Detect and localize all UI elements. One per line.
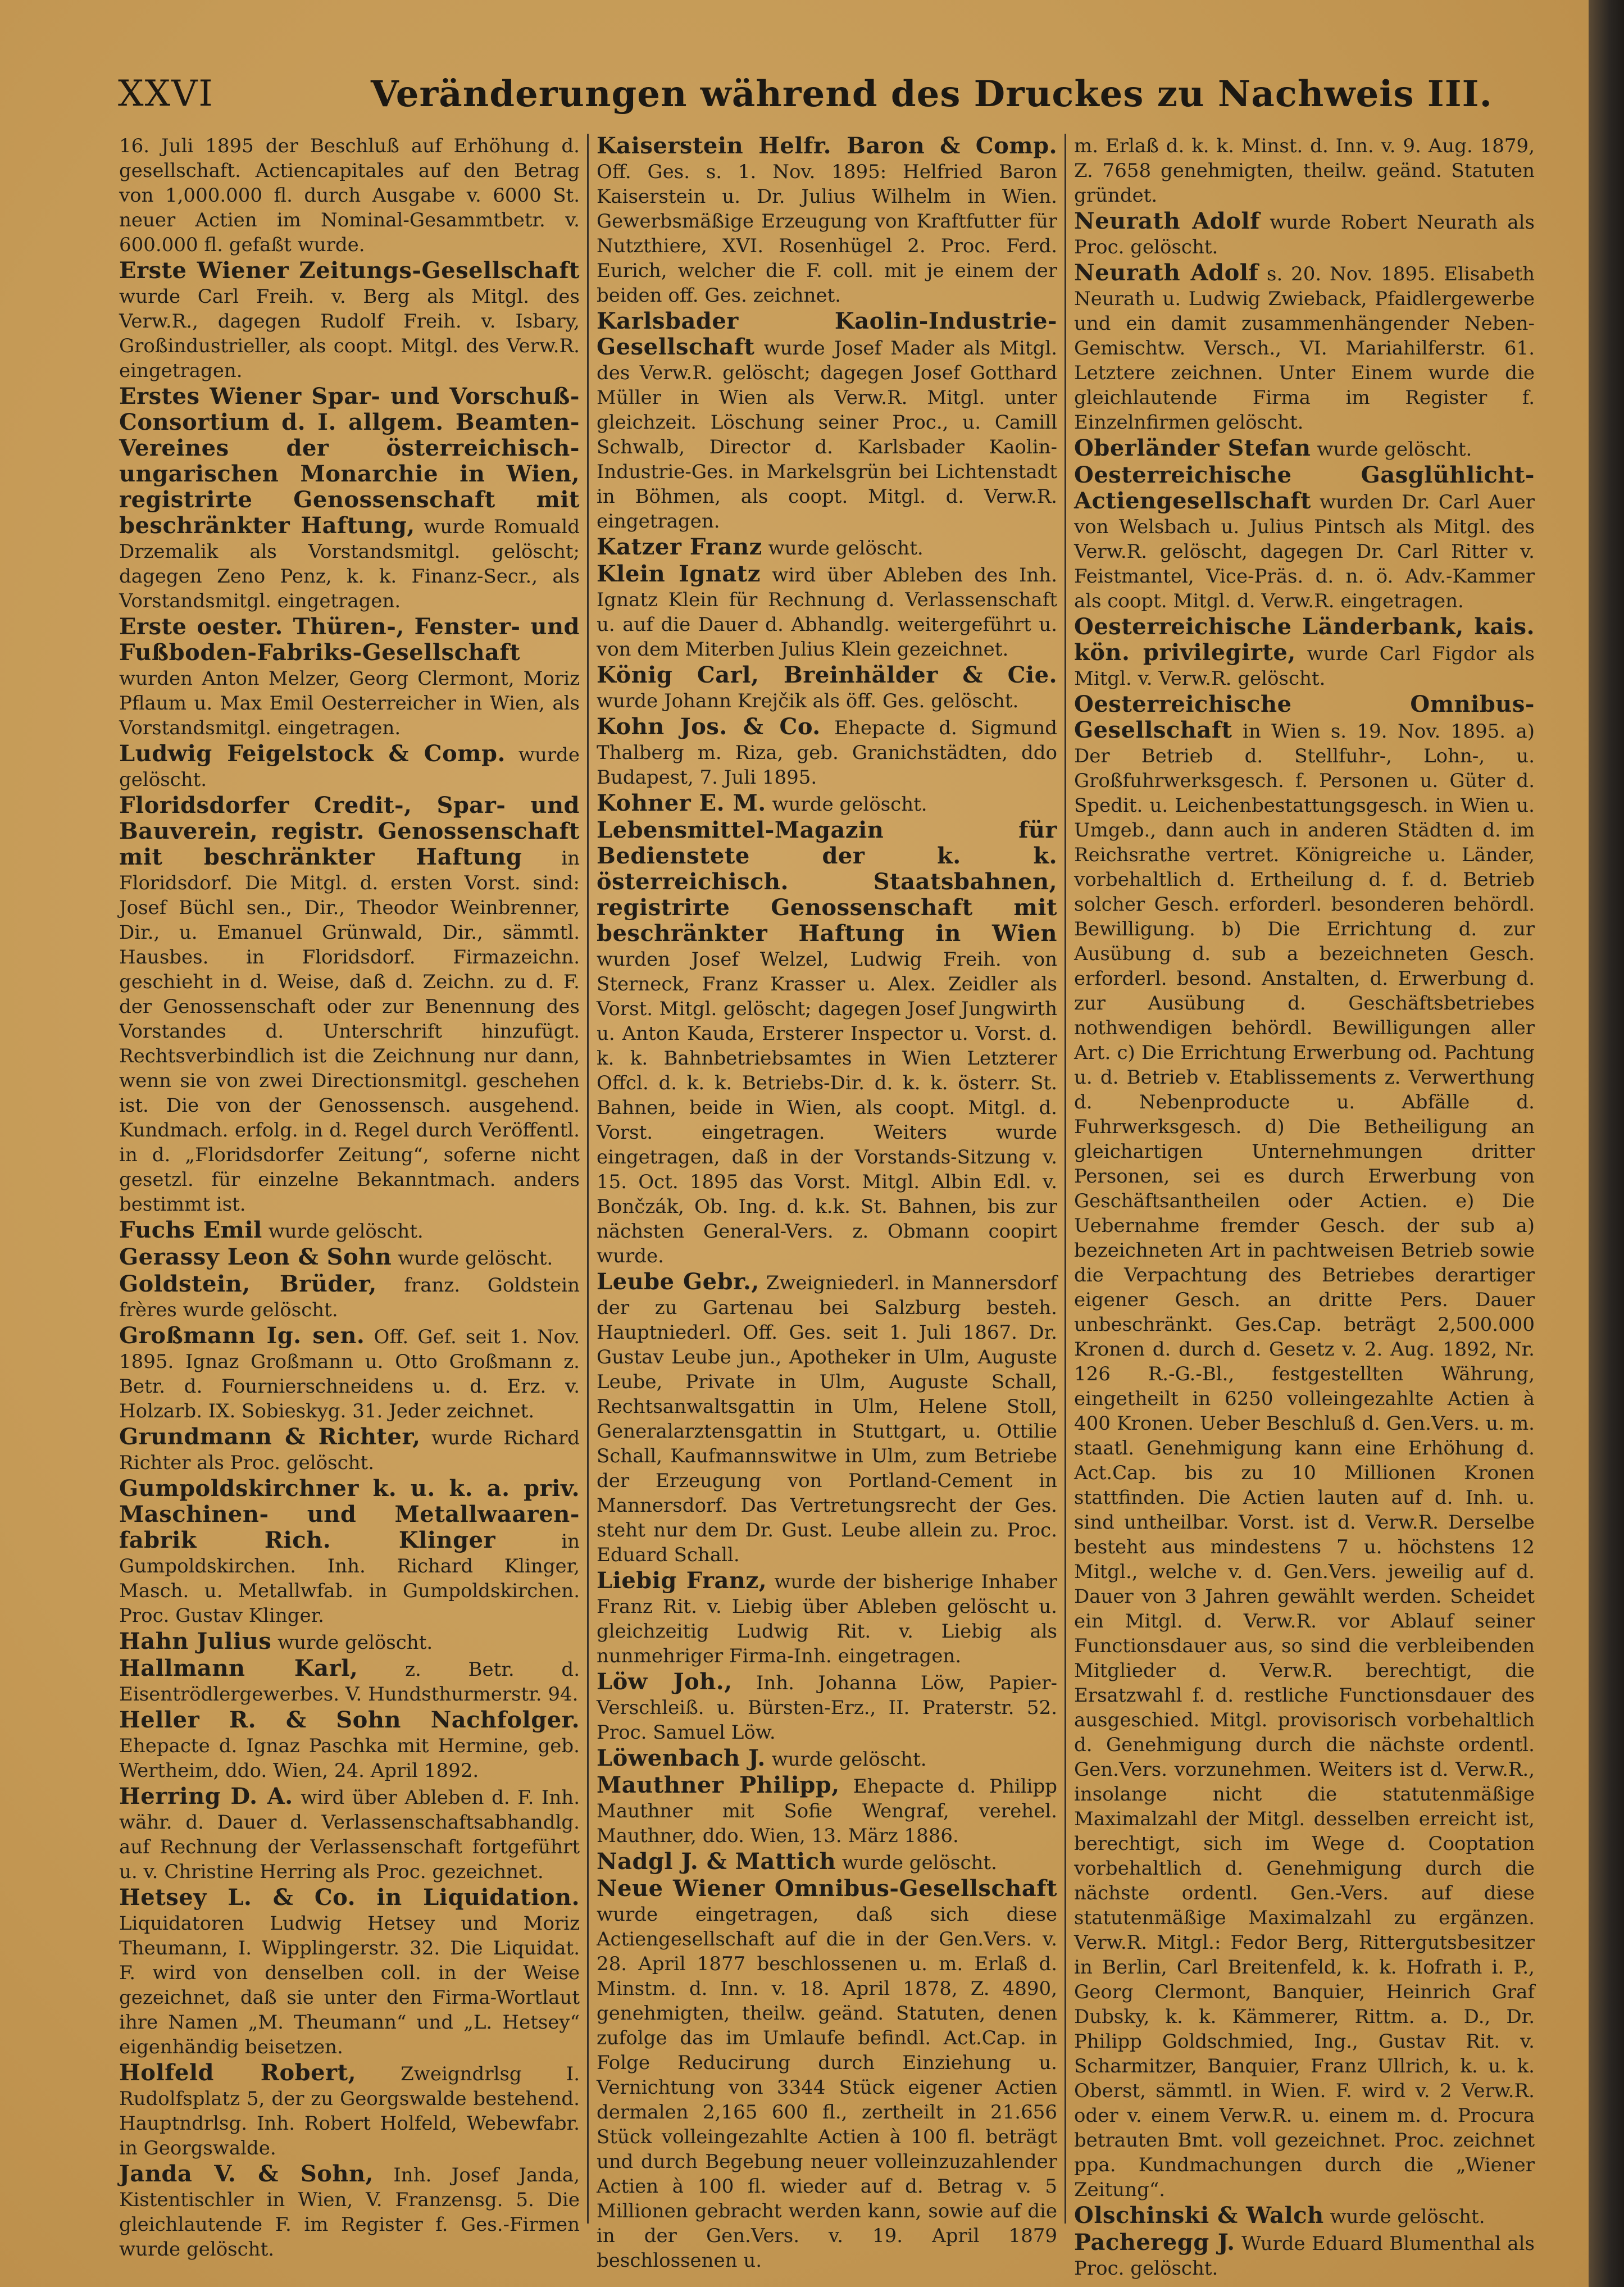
column-divider [587, 134, 589, 2224]
entry-firm-name: Löw Joh., [597, 1668, 733, 1695]
entry-firm-name: Oesterreichische Länderbank, kais. kön. privilegirte, [1074, 613, 1535, 666]
entry-text: wurde Carl Freih. v. Berg als Mitgl. des Verw.R., dagegen Rudolf Freih. v. Isbary, Großindustrieller, als coopt. Mitgl. des Verw.R. eingetragen. [119, 285, 580, 382]
entry-firm-name: Löwenbach J. [597, 1745, 766, 1771]
entry-text: wurde gelöscht. [771, 1748, 927, 1771]
register-entry [597, 663, 1057, 713]
entry-text: wurde gelöscht. [268, 1220, 424, 1243]
register-entry [119, 258, 580, 383]
register-entry [1074, 692, 1535, 2202]
entry-text: wurde gelöscht. [119, 744, 580, 791]
entry-text: wurde gelöscht. [398, 1247, 553, 1270]
register-entry [119, 384, 580, 613]
entry-text: Inh. Johanna Löw, Papier-Verschleiß. u. Bürsten-Erz., II. Praterstr. 52. Proc. Samuel Löw. [597, 1672, 1058, 1744]
entry-text: wird über Ableben des Inh. Ignatz Klein für Rechnung d. Verlassenschaft u. auf die Dauer d. Abhandlg. weitergeführt u. von dem Miterben Julius Klein gezeichnet. [597, 564, 1058, 661]
entry-firm-name: Hahn Julius [119, 1628, 272, 1654]
entry-text: wurde eingetragen, daß sich diese Actiengesellschaft auf die in der Gen.Vers. v. 28. April 1877 beschlossenen u. m. Erlaß d. Minstm. d. Inn. v. 18. April 1878, Z. 4890, genehmigten, theilw. geänd. Statuten, denen zufolge das im Umlaufe befindl. Act.Cap. in Folge Reducirung durch Einziehung u. Vernichtung von 3344 Stück eigener Actien dermalen 2,165 600 fl., zertheilt in 21.656 Stück volleingezahlte Actien à 100 fl. beträgt und durch Begebung neuer volleinzuzahlender Actien à 100 fl. wieder auf d. Betrag v. 5 Millionen gebracht werden kann, sowie auf die in der Gen.Vers. v. 19. April 1879 beschlossenen u. [597, 1903, 1057, 2272]
register-entry [1074, 134, 1535, 208]
entry-text: wurde Josef Mader als Mitgl. des Verw.R. gelöscht; dagegen Josef Gotthard Müller in Wien als Verw.R. Mitgl. unter gleichzeit. Löschung seiner Proc., u. Camill Schwalb, Director d. Karlsbader Kaolin-Industrie-Ges. in Markelsgrün bei Lichtenstadt in Böhmen, als coopt. Mitgl. d. Verw.R. eingetragen. [597, 337, 1057, 533]
entry-firm-name: Erstes Wiener Spar- und Vorschuß-Consortium d. I. allgem. Beamten-Vereines der österreichisch-ungarischen Monarchie in Wien, registrirte Genossenschaft mit beschränkter Haftung, [119, 383, 580, 539]
entry-firm-name: Hetsey L. & Co. in Liquidation. [119, 1884, 580, 1911]
entry-text: Zweigniederl. in Mannersdorf der zu Gartenau bei Salzburg besteh. Hauptniederl. Off. Ges. seit 1. Juli 1867. Dr. Gustav Leube jun., Apotheker in Ulm, Auguste Leube, Private in Ulm, Auguste Schall, Rechtsanwaltsgattin in Ulm, Helene Stoll, Generalarztensgattin in Stuttgart, u. Ottilie Schall, Kaufmannswitwe in Ulm, zum Betriebe der Erzeugung von Portland-Cement in Mannersdorf. Das Vertretungsrecht der Ges. steht nur dem Dr. Gust. Leube allein zu. Proc. Eduard Schall. [597, 1272, 1057, 1566]
entry-text: wurde gelöscht. [1330, 2206, 1485, 2228]
register-entry [1074, 261, 1535, 435]
entry-firm-name: Floridsdorfer Credit-, Spar- und Bauverein, registr. Genossenschaft mit beschränkter Haftung [119, 792, 580, 870]
entry-text: wurde gelöscht. [772, 793, 927, 816]
entry-firm-name: Kohner E. M. [597, 790, 766, 816]
entry-text: Inh. Josef Janda, Kistentischler in Wien, V. Franzensg. 5. Die gleichlautende F. im Register f. Ges.-Firmen wurde gelöscht. [119, 2164, 580, 2261]
entry-firm-name: Neurath Adolf [1074, 260, 1259, 286]
entry-text: wurden Dr. Carl Auer von Welsbach u. Julius Pintsch als Mitgl. des Verw.R. gelöscht, dagegen Dr. Carl Ritter v. Feistmantel, Vice-Präs. d. n. ö. Adv.-Kammer als coopt. Mitgl. d. Verw.R. eingetragen. [1074, 491, 1535, 612]
register-entry [119, 134, 580, 257]
register-entry [119, 1476, 580, 1628]
page-title: Veränderungen während des Druckes zu Nachweis III. [371, 73, 1493, 115]
entry-text: in Gumpoldskirchen. Inh. Richard Klinger, Masch. u. Metallwfab. in Gumpoldskirchen. Proc. Gustav Klinger. [119, 1530, 580, 1627]
register-entry [1074, 2230, 1535, 2281]
register-entry [1074, 615, 1535, 691]
entry-text: in Floridsdorf. Die Mitgl. d. ersten Vorst. sind: Josef Büchl sen., Dir., Theodor Weinbrenner, Dir., u. Emanuel Grünwald, Dir., sämmtl. Hausbes. in Floridsdorf. Firmazeichn. geschieht in d. Weise, daß d. Zeichn. zu d. F. der Genossenschaft oder zur Benennung des Vorstandes d. Unterschrift hinzufügt. Rechtsverbindlich ist die Zeichnung nur dann, wenn sie von zwei Directionsmitgl. geschehen ist. Die von der Genossensch. ausgehend. Kundmach. erfolg. in d. Regel durch Veröffentl. in d. „Floridsdorfer Zeitung“, soferne nicht gesetzl. für einzelne Bekanntmach. anders bestimmt ist. [119, 847, 580, 1216]
entry-text: s. 20. Nov. 1895. Elisabeth Neurath u. Ludwig Zwieback, Pfaidlergewerbe und ein damit zusammenhängender Neben-Gemischtw. Versch., VI. Mariahilferstr. 61. Letztere zeichnen. Unter Einem wurde die gleichlautende Firma im Register f. Einzelnfirmen gelöscht. [1074, 263, 1535, 434]
entry-text: m. Erlaß d. k. k. Minst. d. Inn. v. 9. Aug. 1879, Z. 7658 genehmigten, theilw. geänd. Statuten gründet. [1074, 135, 1535, 207]
entry-firm-name: Katzer Franz [597, 534, 762, 560]
register-entry [597, 1773, 1057, 1848]
register-entry [1074, 436, 1535, 462]
column-1 [119, 134, 580, 2261]
entry-text: wurde gelöscht. [1317, 438, 1472, 461]
register-entry [597, 535, 1057, 561]
entry-firm-name: Liebig Franz, [597, 1567, 767, 1594]
register-entry [597, 791, 1057, 817]
entry-text: wurde gelöscht. [841, 1852, 997, 1874]
register-entry [597, 309, 1057, 534]
column-2 [597, 133, 1058, 2272]
entry-firm-name: Kohn Jos. & Co. [597, 713, 821, 740]
entry-text: Ehepacte d. Ignaz Paschka mit Hermine, geb. Wertheim, ddo. Wien, 24. April 1892. [119, 1735, 580, 1782]
register-entry [1074, 463, 1535, 613]
entry-firm-name: Erste Wiener Zeitungs-Gesellschaft [119, 257, 580, 284]
entry-firm-name: Grundmann & Richter, [119, 1424, 421, 1450]
entry-firm-name: Oesterreichische Gasglühlicht-Actiengesellschaft [1074, 462, 1535, 514]
entry-text: wurde gelöscht. [278, 1631, 433, 1654]
register-entry [119, 742, 580, 792]
page-header [118, 73, 1556, 124]
register-entry [119, 2061, 580, 2161]
entry-text: wurde Romuald Drzemalik als Vorstandsmitgl. gelöscht; dagegen Zeno Penz, k. k. Finanz-Secr., als Vorstandsmitgl. eingetragen. [119, 516, 580, 612]
entry-firm-name: Heller R. & Sohn Nachfolger. [119, 1707, 580, 1733]
entry-firm-name: Lebensmittel-Magazin für Bedienstete der k. k. österreichisch. Staatsbahnen, registrirte Genossenschaft mit beschränkter Haftung in Wien [597, 817, 1057, 947]
entry-firm-name: Oesterreichische Omnibus-Gesellschaft [1074, 691, 1535, 743]
entry-text: wurden Josef Welzel, Ludwig Freih. von Sterneck, Franz Krasser u. Alex. Zeidler als Vorst. Mitgl. gelöscht; dagegen Josef Jungwirth u. Anton Kauda, Ersterer Inspector u. Vorst. d. k. k. Bahnbetriebsamtes in Wien Letzterer Offcl. d. k. k. Betriebs-Dir. d. k. k. österr. St. Bahnen, beide in Wien, als coopt. Mitgl. d. Vorst. eingetragen. Weiters wurde eingetragen, daß in der Vorstands-Sitzung v. 15. Oct. 1895 das Vorst. Mitgl. Albin Edl. v. Bončzák, Ob. Ing. d. k.k. St. Bahnen, bis zur nächsten General-Vers. z. Obmann coopirt wurde. [597, 948, 1057, 1267]
page-number: XXVI [118, 73, 214, 115]
entry-firm-name: Herring D. A. [119, 1783, 293, 1809]
entry-firm-name: Karlsbader Kaolin-Industrie-Gesellschaft [597, 308, 1057, 360]
entry-text: in Wien s. 19. Nov. 1895. a) Der Betrieb d. Stellfuhr-, Lohn-, u. Großfuhrwerksgesch. f. Personen u. Güter d. Spedit. u. Leichenbestattungsgesch. in Wien u. Umgeb., dann auch in anderen Städten d. im Reichsrathe vertret. Königreiche u. Länder, vorbehaltlich d. Ertheilung d. f. d. Betrieb solcher Gesch. erforderl. besonderen behördl. Bewilligung. b) Die Errichtung d. zur Ausübung d. sub a bezeichneten Gesch. erforderl. besond. Anstalten, d. Erwerbung d. zur Ausübung d. Geschäftsbetriebes nothwendigen behördl. Bewilligungen aller Art. c) Die Errichtung Erwerbung od. Pachtung u. d. Betrieb v. Etablissements z. Verwerthung d. Nebenproducte u. Abfälle d. Fuhrwerksgesch. d) Die Betheiligung an gleichartigen Unternehmungen dritter Personen, sei es durch Erwerbung von Geschäftsantheilen oder Actien. e) Die Uebernahme fremder Gesch. der sub a) bezeichneten Art in pachtweisen Betrieb sowie die Verpachtung des Betriebes derartiger eigener Gesch. an dritte Pers. Dauer unbeschränkt. Ges.Cap. beträgt 2,500.000 Kronen d. durch d. Gesetz v. 2. Aug. 1892, Nr. 126 R.-G.-Bl., festgestellten Währung, eingetheilt in 6250 volleingezahlte Actien à 400 Kronen. Ueber Beschluß d. Gen.Vers. u. m. staatl. Genehmigung kann eine Erhöhung d. Act.Cap. bis zu 10 Millionen Kronen stattfinden. Die Actien lauten auf d. Inh. u. sind untheilbar. Vorst. ist d. Verw.R. Derselbe besteht aus mindestens 7 u. höchstens 12 Mitgl., welche v. d. Gen.Vers. jeweilig auf d. Dauer von 3 Jahren gewählt werden. Scheidet ein Mitgl. d. Verw.R. vor Ablauf seiner Functionsdauer aus, so sind die verbleibenden Mitglieder d. Verw.R. berechtigt, die Ersatzwahl f. d. restliche Functionsdauer des ausgeschied. Mitgl. provisorisch vorbehaltlich d. Genehmigung durch die nächste ordentl. Gen.Vers. vorzunehmen. Weiters ist d. Verw.R., insolange nicht die statutenmäßige Maximalzahl der Mitgl. desselben erreicht ist, berechtigt, sich im Wege d. Cooptation vorbehaltlich d. Genehmigung durch die nächste ordentl. Gen.-Vers. auf diese statutenmäßige Maximalzahl zu ergänzen. Verw.R. Mitgl.: Fedor Berg, Rittergutsbesitzer in Berlin, Carl Breitenfeld, k. k. Hofrath i. P., Georg Clermont, Banquier, Heinrich Graf Dubsky, k. k. Kämmerer, Rittm. a. D., Dr. Philipp Goldschmied, Ing., Gustav Rit. v. Scharmitzer, Banquier, Franz Ullrich, k. u. k. Oberst, sämmtl. in Wien. F. wird v. 2 Verw.R. oder v. einem Verw.R. u. einem m. d. Procura betrauten Bmt. voll gezeichnet. Proc. zeichnet ppa. Kundmachungen durch die „Wiener Zeitung“. [1074, 720, 1535, 2201]
register-entry [119, 793, 580, 1217]
entry-text: 16. Juli 1895 der Beschluß auf Erhöhung d. gesellschaft. Actiencapitales auf den Betrag von 1,000.000 fl. durch Ausgabe v. 6000 St. neuer Actien im Nominal-Gesammtbetr. v. 600.000 fl. gefaßt wurde. [119, 135, 580, 256]
entry-firm-name: Kaiserstein Helfr. Baron & Comp. [597, 133, 1057, 159]
entry-firm-name: Mauthner Philipp, [597, 1772, 840, 1798]
entry-firm-name: Janda V. & Sohn, [119, 2161, 374, 2187]
entry-firm-name: Großmann Ig. sen. [119, 1322, 365, 1349]
entry-firm-name: Olschinski & Walch [1074, 2202, 1324, 2229]
entry-firm-name: König Carl, Breinhälder & Cie. [597, 662, 1057, 688]
entry-text: Zweigndrlsg I. Rudolfsplatz 5, der zu Georgswalde bestehend. Hauptndrlsg. Inh. Robert Holfeld, Webewfabr. in Georgswalde. [119, 2063, 580, 2159]
entry-text: wurde Carl Figdor als Mitgl. v. Verw.R. gelöscht. [1074, 643, 1535, 690]
register-entry [597, 1849, 1057, 1875]
register-entry [119, 1629, 580, 1655]
binding-edge [1589, 0, 1624, 2287]
entry-text: Off. Ges. s. 1. Nov. 1895: Helfried Baron Kaiserstein u. Dr. Julius Wilhelm in Wien. Gewerbsmäßige Erzeugung von Kraftfutter für Nutzthiere, XVI. Rosenhügel 2. Proc. Ferd. Eurich, welcher die F. coll. mit je einem der beiden off. Ges. zeichnet. [597, 161, 1057, 307]
entry-firm-name: Nadgl J. & Mattich [597, 1848, 836, 1875]
register-entry [119, 1218, 580, 1244]
register-entry [597, 818, 1057, 1268]
register-entry [119, 615, 580, 740]
entry-text: Liquidatoren Ludwig Hetsey und Moriz Theumann, I. Wipplingerstr. 32. Die Liquidat. F. wird von denselben coll. in der Weise gezeichnet, daß sie unter den Firma-Wortlaut ihre Namen „M. Theumann“ und „L. Hetsey“ eigenhändig beisetzen. [119, 1912, 580, 2058]
entry-text: wurde gelöscht. [768, 537, 924, 560]
entry-firm-name: Pacheregg J. [1074, 2229, 1235, 2256]
register-entry [119, 1708, 580, 1783]
entry-firm-name: Leube Gebr., [597, 1268, 759, 1295]
register-entry [119, 1425, 580, 1475]
entry-firm-name: Goldstein, Brüder, [119, 1271, 377, 1297]
entry-text: wurde Johann Krejčik als öff. Ges. gelöscht. [597, 690, 1019, 712]
entry-firm-name: Gerassy Leon & Sohn [119, 1244, 392, 1270]
entry-text: Ehepacte d. Philipp Mauthner mit Sofie Wengraf, verehel. Mauthner, ddo. Wien, 13. März 1886. [597, 1775, 1057, 1847]
register-entry [597, 715, 1057, 790]
entry-firm-name: Holfeld Robert, [119, 2059, 357, 2086]
entry-firm-name: Neurath Adolf [1074, 208, 1260, 234]
register-entry [119, 1324, 580, 1424]
register-entry [597, 562, 1057, 662]
entry-firm-name: Gumpoldskirchner k. u. k. a. priv. Maschinen- und Metallwaaren-fabrik Rich. Klinger [119, 1475, 580, 1553]
entry-firm-name: Klein Ignatz [597, 561, 761, 587]
register-entry [119, 1784, 580, 1884]
entry-text: wurden Anton Melzer, Georg Clermont, Moriz Pflaum u. Max Emil Oesterreicher in Wien, als Vorstandsmitgl. eingetragen. [119, 667, 580, 739]
register-entry [119, 1656, 580, 1707]
register-entry [119, 1885, 580, 2059]
register-entry [597, 1876, 1057, 2273]
register-entry [597, 134, 1057, 308]
register-entry [119, 2162, 580, 2262]
register-entry [597, 1670, 1057, 1745]
entry-text: wurde der bisherige Inhaber Franz Rit. v. Liebig über Ableben gelöscht u. gleichzeitig Ludwig Rit. v. Liebig als nunmehriger Firma-Inh. eingetragen. [597, 1571, 1058, 1667]
entry-firm-name: Neue Wiener Omnibus-Gesellschaft [597, 1875, 1057, 1902]
entry-text: wird über Ableben d. F. Inh. währ. d. Dauer d. Verlassenschaftsabhandlg. auf Rechnung der Verlassenschaft fortgeführt u. v. Christine Herring als Proc. gezeichnet. [119, 1786, 580, 1883]
entry-text: Ehepacte d. Sigmund Thalberg m. Riza, geb. Granichstädten, ddo Budapest, 7. Juli 1895. [597, 717, 1057, 789]
entry-text: Off. Gef. seit 1. Nov. 1895. Ignaz Großmann u. Otto Großmann z. Betr. d. Fournierschneidens u. d. Erz. v. Holzarb. IX. Sobieskyg. 31. Jeder zeichnet. [119, 1326, 580, 1422]
register-entry [119, 1272, 580, 1322]
entry-text: wurde Robert Neurath als Proc. gelöscht. [1074, 211, 1535, 258]
entry-firm-name: Fuchs Emil [119, 1217, 262, 1243]
register-entry [597, 1568, 1057, 1668]
entry-text: Wurde Eduard Blumenthal als Proc. gelöscht. [1074, 2233, 1535, 2280]
column-3 [1074, 134, 1535, 2280]
column-divider [1065, 134, 1066, 2224]
register-entry [119, 1245, 580, 1271]
entry-firm-name: Oberländer Stefan [1074, 435, 1311, 461]
register-entry [1074, 2203, 1535, 2229]
entry-firm-name: Hallmann Karl, [119, 1655, 358, 1681]
register-entry [597, 1746, 1057, 1772]
entry-firm-name: Erste oester. Thüren-, Fenster- und Fußboden-Fabriks-Gesellschaft [119, 613, 580, 666]
entry-text: z. Betr. d. Eisentrödlergewerbes. V. Hundsthurmerstr. 94. [119, 1658, 580, 1706]
register-entry [597, 1270, 1057, 1567]
entry-text: franz. Goldstein frères wurde gelöscht. [119, 1274, 580, 1321]
register-entry [1074, 209, 1535, 260]
entry-text: wurde Richard Richter als Proc. gelöscht. [119, 1427, 580, 1474]
entry-firm-name: Ludwig Feigelstock & Comp. [119, 740, 506, 767]
